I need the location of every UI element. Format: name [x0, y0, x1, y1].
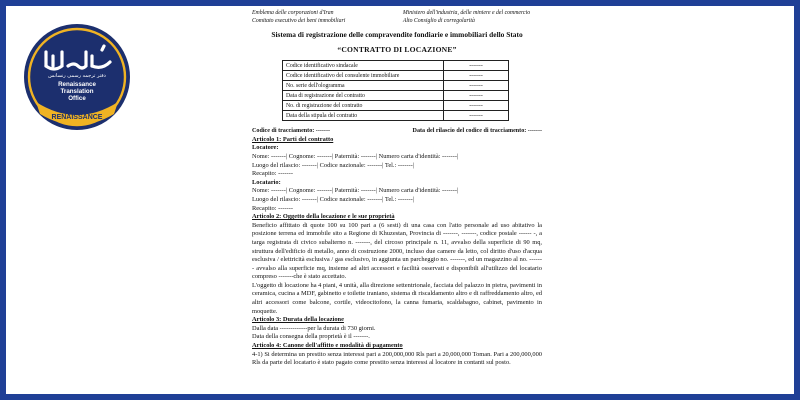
tracking-date: Data del rilascio del codice di tracciamento: ------- [412, 128, 542, 135]
doc-title: Sistema di registrazione delle compravendite fondiarie e immobiliari dello Stato [271, 30, 523, 39]
doc-subtitle: “CONTRATTO DI LOCAZIONE” [337, 44, 457, 54]
tracking-code: Codice di tracciamento: ------- [252, 128, 331, 135]
table-row: No. di registrazione del contratto ------- [283, 101, 509, 111]
logo-line-3: Office [68, 95, 86, 102]
article-2-paragraph-1: Beneficio affittato di quote 100 su 100 pari a (6 sesti) di una casa con l'atto personale ad uso abitativo la posizione terrena ed immobile sito a Regione di Khuzestan, Provincia di -------, -------, codice postale ------ -, a targa registrata di civico subalterno n. -------, del circoso principale n. 11, avvalso della superficie di 90 mq, struttura dell'edificio di metallo, anno di costruzione 2000, incluso due camere da letto, col diritto d'uso d'acqua esclusiva / elettricità esclusiva / gas esclusivo, in aggiunta un parcheggio no. -------, ed un magazzino al no. ------- avvalso alla superficie mq, insieme ad altri accessori e facilità osservati e disponibili all'utilizzo del locatario compreso -------che è stato accettato. [252, 221, 542, 281]
table-row: Data di registrazione del contratto ------- [283, 91, 509, 101]
article-2-title: Articolo 2: Oggetto della locazione e le sue proprietà [252, 213, 395, 221]
table-row: No. serie dell'ologramma ------- [283, 81, 509, 91]
locatario-line-3: Recapito: ------- [252, 204, 293, 212]
frame-bottom-border [0, 394, 800, 400]
logo-line-2: Translation [60, 88, 94, 95]
logo-ribbon-text: RENAISSANCE [51, 114, 103, 121]
frame-left-border [0, 0, 6, 400]
locatario-line-2: Luogo del rilascio: -------| Codice nazionale: -------| Tel.: -------| [252, 195, 415, 203]
article-3-line-1: Dalla data -------------per la durata di 730 giorni. [252, 324, 376, 332]
article-3-title: Articolo 3: Durata della locazione [252, 316, 344, 324]
article-2-paragraph-2: L'oggetto di locazione ha 4 piani, 4 unità, alla direzione settentrionale, facciata del palazzo in pietra, pavimenti in ceramica, cucina a MDF, gabinetto e toilette iraniano, sistema di riscaldamento altro e di raffreddamento altro, ed altri accessori come balcone, cortile, videocitofono, la canna fumaria, scaldabagno, cabinet, pavimento in moquette. [252, 281, 542, 315]
locatore-heading: Locatore: [252, 144, 279, 152]
frame-top-border [0, 0, 800, 6]
article-3-line-2: Data della consegna della proprietà è il -------. [252, 333, 370, 341]
header-right-1: Ministero dell'industria, delle miniere e del commercio [402, 10, 531, 16]
article-1-title: Articolo 1: Parti del contratto [252, 135, 334, 143]
logo-arabic-text: دفتر ترجمه رسمی رنسانس [48, 73, 106, 79]
table-row: Codice identificativo del consulente immobiliare ------- [283, 71, 509, 81]
locatario-line-1: Nome: -------| Cognome: -------| Paternità: -------| Numero carta d'identità: -------| [252, 187, 459, 195]
contract-document [252, 10, 542, 394]
article-4-title: Articolo 4: Canone dell'affitto e modalità di pagamento [252, 342, 403, 350]
locatore-line-3: Recapito: ------- [252, 170, 293, 178]
header-left-2: Comitato esecutivo dei beni immobiliari [252, 17, 346, 24]
header-left-1: Emblema delle corporazioni d'Iran [252, 10, 334, 16]
tracking-row [252, 127, 542, 136]
frame-right-border [794, 0, 800, 400]
locatore-line-1: Nome: -------| Cognome: -------| Paternità: -------| Numero carta d'identità: -------| [252, 152, 459, 160]
logo-line-1: Renaissance [58, 81, 96, 88]
registration-table [282, 60, 509, 121]
renaissance-logo [22, 22, 132, 132]
article-4-paragraph-1: 4-1) Si determina un prestito senza interessi pari a 200,000,000 Rls pari a 20,000,000 Toman. Pari a 200,000,000 Rls da parte del locatario è stato pagato come prestito senza interessi al locatore in contanti sul posto. [252, 350, 542, 367]
table-row: Codice identificativo sindacale ------- [283, 61, 509, 71]
header-right-2: Alto Consiglio di corregolarità [402, 17, 475, 24]
locatario-heading: Locatario: [252, 178, 281, 186]
doc-header [252, 10, 542, 25]
locatore-line-2: Luogo del rilascio: -------| Codice nazionale: -------| Tel.: -------| [252, 161, 415, 169]
table-row: Data della stipula del contratto ------- [283, 111, 509, 121]
